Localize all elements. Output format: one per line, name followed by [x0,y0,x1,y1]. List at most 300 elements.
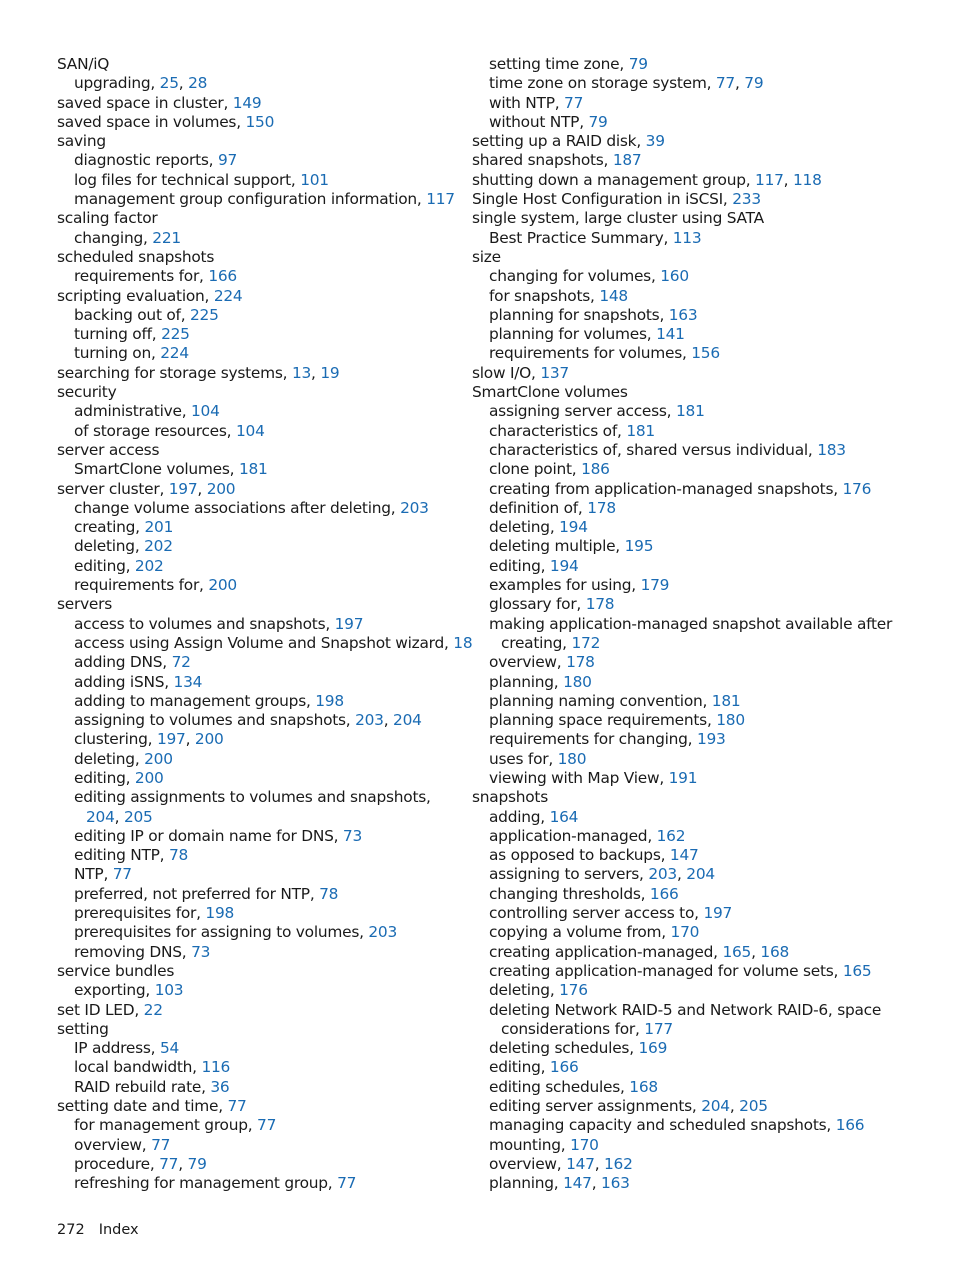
index-subentry [57,769,457,788]
entry-text: managing capacity and scheduled snapshots, [489,1116,832,1135]
index-entry [57,248,457,267]
index-subentry: clustering, 197, 200 [74,730,224,749]
entry-text: server cluster, [57,479,165,498]
index-subentry [57,190,457,209]
page-link[interactable]: 205 [123,807,153,826]
page-link[interactable]: 77 [151,1135,171,1154]
entry-text: adding to management groups, [74,691,311,710]
page-link[interactable]: 141 [656,325,685,344]
page-link[interactable]: 79 [588,112,608,131]
entry-text: deleting multiple, [489,537,620,556]
entry-text: requirements for changing, [489,730,693,749]
page-link[interactable]: 194 [559,518,588,537]
entry-text: SmartClone volumes [472,383,628,402]
index-subentry [472,1058,932,1077]
index-subentry [57,865,457,884]
page-link[interactable]: 203 [648,865,677,884]
entry-text: deleting, [489,518,555,537]
page-link[interactable]: 187 [612,151,642,170]
page-link[interactable]: 198 [205,904,235,923]
entry-text: security [57,383,117,402]
index-subentry [57,537,457,556]
page-link[interactable]: 204 [393,711,422,730]
entry-text: service bundles [57,961,175,980]
entry-text: editing, [489,556,546,575]
entry-text: refreshing for management group, [74,1174,333,1193]
index-subentry [57,402,457,421]
page-link[interactable]: 39 [645,132,665,151]
index-subentry: editing assignments to volumes and snapshots, 204, 205 [74,788,431,826]
page-link[interactable]: 150 [245,112,275,131]
index-subentry [57,633,473,653]
index-subentry: editing server assignments, 204, 205 [489,1097,768,1116]
page-link[interactable]: 172 [571,633,601,652]
entry-text: deleting, [74,749,140,768]
index-subentry [472,1001,932,1040]
page-link[interactable]: 165 [842,961,872,980]
index-subentry [472,923,932,942]
index-entry [57,595,457,614]
index-subentry [472,711,932,730]
page-link[interactable]: 194 [549,556,579,575]
entry-text: clone point, [489,460,577,479]
entry-text: shared snapshots, [472,151,609,170]
entry-text: viewing with Map View, [489,768,664,787]
page-link[interactable]: 104 [191,402,220,421]
entry-text: overview, [489,653,562,672]
entry-text: preferred, not preferred for NTP, [74,884,315,903]
page-link[interactable]: 77 [715,74,735,93]
page-link[interactable]: 163 [601,1174,630,1193]
page-link[interactable]: 224 [213,286,243,305]
index-subentry [57,1116,457,1135]
page-link[interactable]: 203 [368,923,398,942]
entry-text: deleting, [489,981,555,1000]
page-link[interactable]: 198 [315,691,344,710]
page-number: 272 [57,1222,85,1238]
page-link[interactable]: 200 [194,730,224,749]
page-link[interactable]: 233 [732,190,761,209]
index-subentry [57,653,457,672]
page-link[interactable]: 176 [559,981,588,1000]
page-link[interactable]: 116 [201,1058,231,1077]
page-link[interactable]: 22 [143,1000,163,1019]
entry-text: set ID LED, [57,1000,139,1019]
entry-text: mounting, [489,1135,566,1154]
index-subentry [57,1136,457,1155]
entry-text: log files for technical support, [74,170,296,189]
page-link[interactable]: 78 [169,846,189,865]
page-link[interactable]: 170 [570,1135,599,1154]
page-link[interactable]: 221 [152,228,181,247]
page-link[interactable]: 77 [564,93,584,112]
index-entry [57,962,457,981]
page-link[interactable]: 169 [638,1039,668,1058]
index-subentry [57,1039,457,1058]
page-link[interactable]: 181 [626,421,655,440]
index-subentry [472,595,932,614]
page-link[interactable]: 224 [160,344,189,363]
entry-text: server access [57,440,160,459]
entry-text: planning, [489,672,559,691]
page-link[interactable]: 77 [257,1116,277,1135]
page-link[interactable]: 160 [660,267,689,286]
entry-text: prerequisites for, [74,904,201,923]
page-link[interactable]: 202 [144,537,173,556]
page-link[interactable]: 18 [453,633,473,652]
entry-text: glossary for, [489,595,582,614]
entry-text: access using Assign Volume and Snapshot wizard, [74,633,449,652]
index-entry: shutting down a management group, 117, 118 [472,170,822,189]
page-link[interactable]: 77 [227,1097,247,1116]
index-subentry [472,1136,932,1155]
page-link[interactable]: 77 [337,1174,357,1193]
entry-text: characteristics of, shared versus individual, [489,440,813,459]
index-subentry [57,1078,457,1097]
page-link[interactable]: 178 [585,595,615,614]
entry-text: editing IP or domain name for DNS, [74,826,339,845]
entry-text: deleting Network RAID-5 and Network RAID-6, space considerations for, [489,1000,882,1038]
section-title: Index [98,1222,139,1238]
entry-text: setting date and time, [57,1097,223,1116]
entry-text: SmartClone volumes, [74,460,235,479]
index-entry [472,788,932,807]
entry-text: making application-managed snapshot available after creating, [489,614,893,652]
index-subentry [472,518,932,537]
entry-text: changing, [74,228,148,247]
page-link[interactable]: 79 [744,74,764,93]
index-subentry [472,557,932,576]
page-link[interactable]: 170 [670,923,700,942]
page-link[interactable]: 147 [566,1154,595,1173]
entry-text: diagnostic reports, [74,151,214,170]
page-link[interactable]: 200 [206,479,236,498]
entry-text: planning space requirements, [489,711,712,730]
page-link[interactable]: 201 [144,518,174,537]
page-link[interactable]: 36 [210,1077,230,1096]
index-subentry [57,518,457,537]
page-link[interactable]: 147 [563,1174,592,1193]
index-entry [57,132,457,151]
page-link[interactable]: 78 [319,884,339,903]
page-link[interactable]: 73 [342,826,362,845]
page-link[interactable]: 197 [703,904,733,923]
entry-text: copying a volume from, [489,923,666,942]
entry-text: creating from application-managed snapshots, [489,479,838,498]
page-link[interactable]: 165 [722,942,752,961]
index-column-left [57,55,473,1194]
index-subentry [472,306,932,325]
entry-text: adding, [489,807,545,826]
index-subentry: creating application-managed, 165, 168 [489,942,790,961]
page-link[interactable]: 101 [300,170,329,189]
page-link[interactable]: 225 [190,305,219,324]
entry-text: editing schedules, [489,1077,625,1096]
entry-text: deleting, [74,537,140,556]
page-link[interactable]: 179 [640,576,670,595]
index-subentry [472,1039,932,1058]
index-subentry [57,229,457,248]
index-subentry [472,730,932,749]
index-subentry: overview, 147, 162 [489,1154,633,1173]
page-footer [57,1222,153,1238]
page-link[interactable]: 204 [686,865,715,884]
entry-text: procedure, [74,1154,155,1173]
entry-text: saved space in volumes, [57,112,241,131]
page-link[interactable]: 118 [792,170,822,189]
page-link[interactable]: 77 [112,865,132,884]
page-link[interactable]: 200 [134,768,164,787]
entry-text: single system, large cluster using SATA [472,209,764,228]
page-link[interactable]: 149 [232,93,262,112]
entry-text: exporting, [74,981,151,1000]
entry-text: size [472,247,501,266]
entry-text: RAID rebuild rate, [74,1077,206,1096]
index-subentry [57,750,457,769]
entry-text: saved space in cluster, [57,93,229,112]
page-link[interactable]: 181 [711,691,741,710]
page-link[interactable]: 181 [675,402,705,421]
page-link[interactable]: 166 [549,1058,579,1077]
entry-text: of storage resources, [74,421,232,440]
page-link[interactable]: 117 [755,170,784,189]
page-link[interactable]: 117 [426,190,455,209]
entry-text: assigning to volumes and snapshots, [74,711,351,730]
entry-text: upgrading, [74,74,156,93]
page-link[interactable]: 163 [668,305,698,324]
page-link[interactable]: 204 [86,807,115,826]
page-link[interactable]: 204 [701,1097,730,1116]
entry-text: setting time zone, [489,55,625,73]
entry-text: overview, [74,1135,147,1154]
index-subentry [472,344,932,363]
page-link[interactable]: 186 [581,460,610,479]
entry-text: requirements for volumes, [489,344,687,363]
index-entry [472,132,932,151]
index-subentry [472,460,932,479]
page-link[interactable]: 103 [154,981,184,1000]
page-link[interactable]: 19 [320,363,340,382]
index-entry [57,1001,457,1020]
page-link[interactable]: 156 [691,344,720,363]
entry-text: planning naming convention, [489,691,708,710]
index-subentry [472,653,932,672]
page-link[interactable]: 176 [842,479,872,498]
index-subentry [472,808,932,827]
page-link[interactable]: 77 [159,1154,179,1173]
index-subentry [57,673,457,692]
page-link[interactable]: 79 [187,1154,207,1173]
index-entry [472,383,932,402]
entry-text: characteristics of, [489,421,622,440]
entry-text: controlling server access to, [489,904,699,923]
index-entry [57,94,457,113]
entry-text: change volume associations after deleting, [74,498,396,517]
entry-text: planning for volumes, [489,325,652,344]
entry-text: adding iSNS, [74,672,169,691]
page-link[interactable]: 203 [355,711,384,730]
index-subentry [472,499,932,518]
index-subentry: time zone on storage system, 77, 79 [489,74,764,93]
page-link[interactable]: 195 [624,537,654,556]
index-subentry [57,923,457,942]
page-link[interactable]: 54 [159,1039,180,1058]
page-link[interactable]: 197 [156,730,186,749]
entry-text: creating application-managed, [489,942,718,961]
entry-text: editing, [74,768,131,787]
page-link[interactable]: 166 [649,884,679,903]
entry-text: scaling factor [57,209,158,228]
entry-text: editing, [74,556,131,575]
index-subentry [472,769,932,788]
index-entry [57,1097,457,1116]
index-subentry [472,287,932,306]
entry-text: IP address, [74,1039,156,1058]
index-subentry: assigning to volumes and snapshots, 203, 204 [74,711,422,730]
index-subentry [57,885,457,904]
index-subentry [57,306,457,325]
index-subentry [472,94,932,113]
page-link[interactable]: 168 [629,1077,658,1096]
page-link[interactable]: 147 [669,846,699,865]
page-link[interactable]: 203 [400,498,429,517]
page-link[interactable]: 13 [291,363,312,382]
page-link[interactable]: 134 [173,672,203,691]
entry-text: editing server assignments, [489,1097,697,1116]
index-subentry [472,480,932,499]
index-entry [57,287,457,306]
page-link[interactable]: 200 [208,576,237,595]
page-link[interactable]: 191 [668,768,698,787]
entry-text: planning, [489,1174,559,1193]
page-link[interactable]: 113 [672,228,702,247]
page-link[interactable]: 197 [168,479,198,498]
page-link[interactable]: 162 [656,826,686,845]
index-subentry [57,692,457,711]
index-entry [57,441,457,460]
index-subentry [472,1116,932,1135]
page-link[interactable]: 193 [696,730,726,749]
index-entry [472,209,932,228]
entry-text: without NTP, [489,112,584,131]
page-link[interactable]: 166 [835,1116,865,1135]
index-subentry [57,499,457,518]
page-link[interactable]: 166 [208,267,237,286]
index-subentry [472,615,932,654]
entry-text: assigning to servers, [489,865,644,884]
entry-text: planning for snapshots, [489,305,665,324]
entry-text: adding DNS, [74,653,167,672]
entry-text: access to volumes and snapshots, [74,614,330,633]
page-link[interactable]: 148 [599,286,628,305]
entry-text: slow I/O, [472,363,536,382]
entry-text: assigning server access, [489,402,672,421]
page-link[interactable]: 72 [171,653,191,672]
index-subentry [472,750,932,769]
entry-text: time zone on storage system, [489,74,712,93]
entry-text: editing, [489,1058,546,1077]
entry-text: for snapshots, [489,286,595,305]
index-subentry [57,615,457,634]
entry-text: local bandwidth, [74,1058,197,1077]
page-link[interactable]: 181 [238,460,268,479]
page-link[interactable]: 177 [644,1019,673,1038]
entry-text: clustering, [74,730,153,749]
page-link[interactable]: 183 [817,440,846,459]
index-subentry [472,267,932,286]
index-subentry [57,557,457,576]
page-link[interactable]: 104 [235,421,265,440]
index-subentry [472,576,932,595]
entry-text: removing DNS, [74,942,187,961]
page-link[interactable]: 202 [134,556,164,575]
page-link[interactable]: 137 [540,363,569,382]
entry-text: examples for using, [489,576,636,595]
page-link[interactable]: 97 [217,151,238,170]
page-link[interactable]: 200 [144,749,173,768]
entry-text: NTP, [74,865,109,884]
entry-text: creating application-managed for volume sets, [489,961,839,980]
index-subentry [57,267,457,286]
page-link[interactable]: 180 [716,711,745,730]
page-link[interactable]: 197 [334,614,364,633]
index-subentry [472,827,932,846]
page-link[interactable]: 79 [628,55,648,73]
page-link[interactable]: 73 [191,942,211,961]
entry-text: requirements for, [74,267,204,286]
page-link[interactable]: 28 [188,74,208,93]
index-subentry [57,846,457,865]
page-link[interactable]: 225 [161,325,190,344]
page-link[interactable]: 178 [566,653,595,672]
index-subentry [472,402,932,421]
entry-text: creating, [74,518,140,537]
entry-text: shutting down a management group, [472,170,751,189]
index-subentry [472,692,932,711]
page-link[interactable]: 180 [557,749,587,768]
entry-text: as opposed to backups, [489,846,666,865]
index-subentry [472,846,932,865]
index-subentry [57,151,457,170]
entry-text: SAN/iQ [57,55,110,73]
page-link[interactable]: 178 [587,498,616,517]
entry-text: administrative, [74,402,187,421]
index-subentry [57,827,457,846]
index-subentry [472,904,932,923]
entry-text: snapshots [472,788,548,807]
index-subentry [472,325,932,344]
page-link[interactable]: 162 [604,1154,633,1173]
entry-text: scheduled snapshots [57,247,215,266]
index-subentry [57,422,457,441]
page-link[interactable]: 205 [739,1097,768,1116]
index-subentry [57,171,457,190]
index-subentry [472,441,932,460]
index-entry: searching for storage systems, 13, 19 [57,363,340,382]
page-link[interactable]: 168 [760,942,790,961]
index-subentry [472,55,932,74]
index-subentry [472,422,932,441]
page-link[interactable]: 164 [549,807,579,826]
index-subentry [472,981,932,1000]
page-link[interactable]: 25 [159,74,179,93]
index-subentry [57,943,457,962]
index-subentry: planning, 147, 163 [489,1174,630,1193]
page-link[interactable]: 180 [563,672,592,691]
entry-text: servers [57,595,112,614]
entry-text: with NTP, [489,93,560,112]
entry-text: changing for volumes, [489,267,656,286]
